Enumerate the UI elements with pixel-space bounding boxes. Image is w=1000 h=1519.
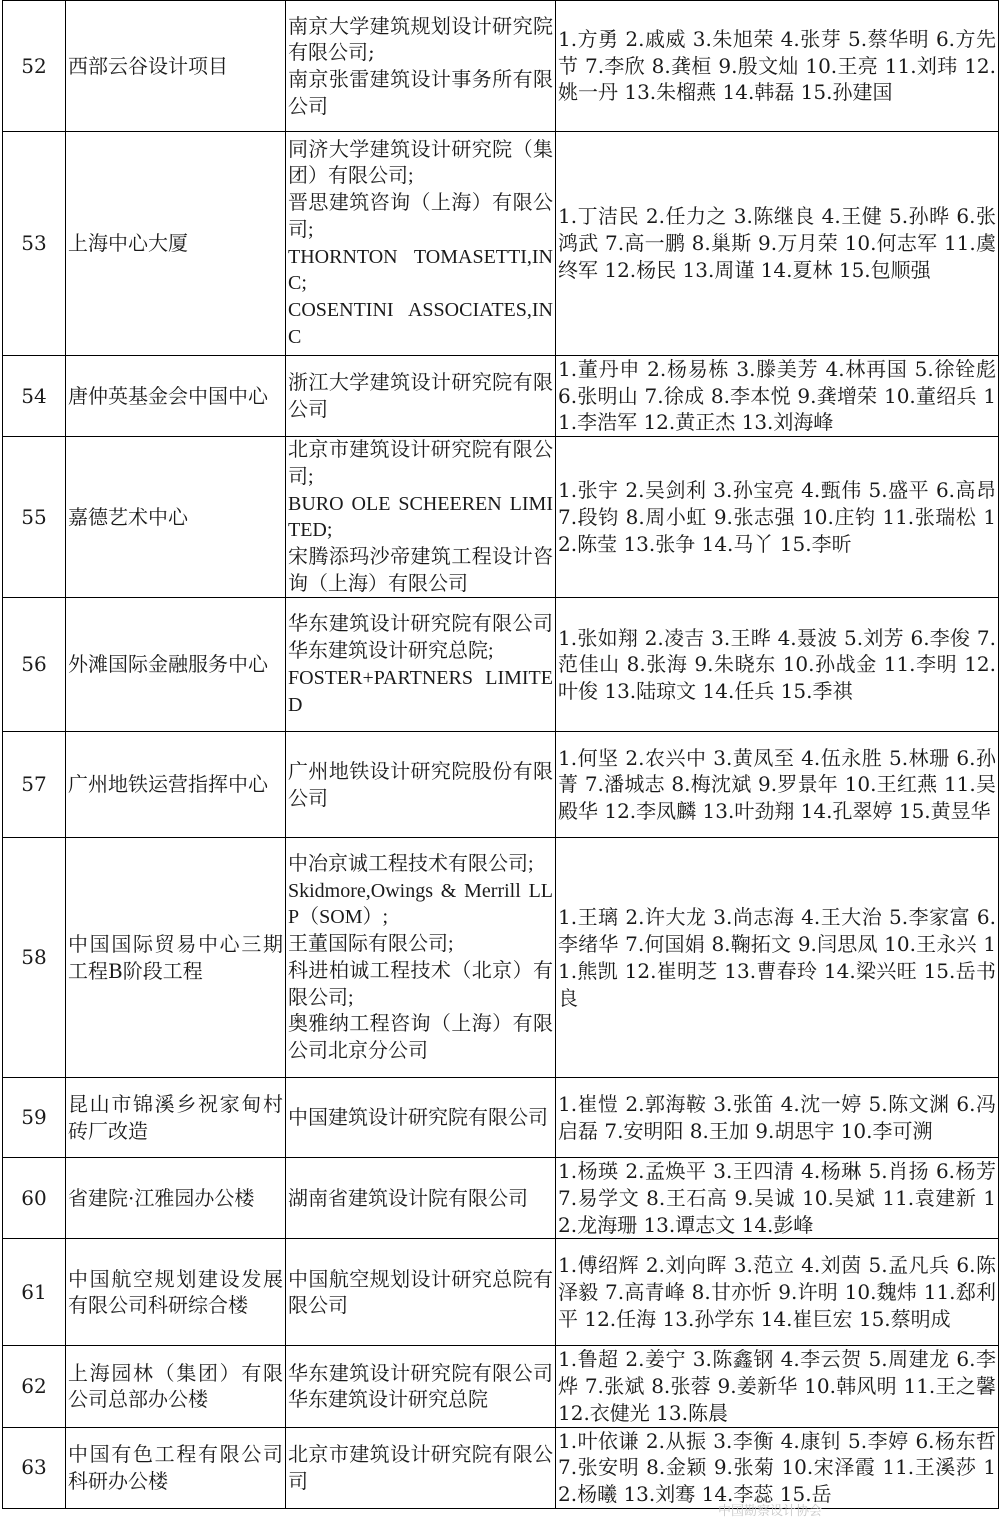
design-units: 北京市建筑设计研究院有限公司 [286, 1427, 556, 1508]
project-name: 中国有色工程有限公司科研办公楼 [66, 1427, 286, 1508]
table-row [3, 1158, 999, 1239]
row-number: 60 [3, 1158, 66, 1239]
project-name: 西部云谷设计项目 [66, 1, 286, 132]
table-row [3, 838, 999, 1078]
team-members: 1.张宇 2.吴剑利 3.孙宝亮 4.甄伟 5.盛平 6.高昂 7.段钧 8.周小虹 9.张志强 10.庄钧 11.张瑞松 12.陈莹 13.张争 14.马丫 15.李昕 [556, 437, 999, 598]
design-units: 华东建筑设计研究院有限公司华东建筑设计研究总院; FOSTER+PARTNERS LIMITED [286, 598, 556, 732]
team-members: 1.方勇 2.戚威 3.朱旭荣 4.张芽 5.蔡华明 6.方先节 7.李欣 8.龚桓 9.殷文灿 10.王亮 11.刘玮 12.姚一丹 13.朱榴燕 14.韩磊 15.孙建国 [556, 1, 999, 132]
table-row [3, 732, 999, 838]
team-members: 1.张如翔 2.凌吉 3.王晔 4.聂波 5.刘芳 6.李俊 7.范佳山 8.张海 9.朱晓东 10.孙战金 11.李明 12.叶俊 13.陆琼文 14.任兵 15.季祺 [556, 598, 999, 732]
award-table [2, 0, 999, 1509]
project-name: 上海园林（集团）有限公司总部办公楼 [66, 1346, 286, 1427]
project-name: 唐仲英基金会中国中心 [66, 356, 286, 437]
watermark-text: 中国勘察设计协会 [718, 1504, 823, 1519]
team-members: 1.杨瑛 2.孟焕平 3.王四清 4.杨琳 5.肖扬 6.杨芳 7.易学文 8.王石高 9.吴诚 10.吴斌 11.袁建新 12.龙海珊 13.谭志文 14.彭峰 [556, 1158, 999, 1239]
table-row [3, 598, 999, 732]
table-row [3, 1, 999, 132]
design-units: 南京大学建筑规划设计研究院有限公司; 南京张雷建筑设计事务所有限公司 [286, 1, 556, 132]
row-number: 59 [3, 1078, 66, 1158]
design-units: 中国建筑设计研究院有限公司 [286, 1078, 556, 1158]
project-name: 嘉德艺术中心 [66, 437, 286, 598]
project-name: 广州地铁运营指挥中心 [66, 732, 286, 838]
row-number: 55 [3, 437, 66, 598]
table-row [3, 132, 999, 356]
team-members: 1.崔愷 2.郭海鞍 3.张笛 4.沈一婷 5.陈文渊 6.冯启磊 7.安明阳 8.王加 9.胡思宇 10.李可溯 [556, 1078, 999, 1158]
design-units: 湖南省建筑设计院有限公司 [286, 1158, 556, 1239]
table-row [3, 437, 999, 598]
row-number: 56 [3, 598, 66, 732]
project-name: 昆山市锦溪乡祝家甸村砖厂改造 [66, 1078, 286, 1158]
row-number: 57 [3, 732, 66, 838]
row-number: 52 [3, 1, 66, 132]
table-row [3, 1427, 999, 1508]
table-row [3, 356, 999, 437]
design-units: 中冶京诚工程技术有限公司; Skidmore,Owings & Merrill LLP（SOM）; 王董国际有限公司; 科进柏诚工程技术（北京）有限公司; 奥雅纳工程咨询（上海）有限公司北京分公司 [286, 838, 556, 1078]
team-members: 1.董丹申 2.杨易栋 3.滕美芳 4.林再国 5.徐铨彪 6.张明山 7.徐成 8.李本悦 9.龚增荣 10.董绍兵 11.李浩军 12.黄正杰 13.刘海峰 [556, 356, 999, 437]
design-units: 北京市建筑设计研究院有限公司; BURO OLE SCHEEREN LIMITED; 宋腾添玛沙帝建筑工程设计咨询（上海）有限公司 [286, 437, 556, 598]
row-number: 61 [3, 1239, 66, 1346]
project-name: 省建院·江雅园办公楼 [66, 1158, 286, 1239]
design-units: 浙江大学建筑设计研究院有限公司 [286, 356, 556, 437]
team-members: 1.王璃 2.许大龙 3.尚志海 4.王大治 5.李家富 6.李绪华 7.何国娟 8.鞠拓文 9.闫思凤 10.王永兴 11.熊凯 12.崔明芝 13.曹春玲 14.梁兴旺 15.岳书良 [556, 838, 999, 1078]
row-number: 54 [3, 356, 66, 437]
team-members: 1.何坚 2.农兴中 3.黄凤至 4.伍永胜 5.林珊 6.孙菁 7.潘城志 8.梅沈斌 9.罗景年 10.王红燕 11.吴殿华 12.李凤麟 13.叶劲翔 14.孔翠婷 15.黄昱华 [556, 732, 999, 838]
row-number: 58 [3, 838, 66, 1078]
row-number: 63 [3, 1427, 66, 1508]
project-name: 中国航空规划建设发展有限公司科研综合楼 [66, 1239, 286, 1346]
project-name: 上海中心大厦 [66, 132, 286, 356]
table-row [3, 1346, 999, 1427]
design-units: 华东建筑设计研究院有限公司华东建筑设计研究总院 [286, 1346, 556, 1427]
team-members: 1.鲁超 2.姜宁 3.陈鑫钢 4.李云贺 5.周建龙 6.李烨 7.张斌 8.张蓉 9.姜新华 10.韩风明 11.王之馨 12.衣健光 13.陈晨 [556, 1346, 999, 1427]
team-members: 1.叶依谦 2.从振 3.李衡 4.康钊 5.李婷 6.杨东哲 7.张安明 8.金颖 9.张菊 10.宋泽霞 11.王溪莎 12.杨曦 13.刘骞 14.李蕊 15.岳 [556, 1427, 999, 1508]
row-number: 62 [3, 1346, 66, 1427]
team-members: 1.丁洁民 2.任力之 3.陈继良 4.王健 5.孙晔 6.张鸿武 7.高一鹏 8.巢斯 9.万月荣 10.何志军 11.虞终军 12.杨民 13.周谨 14.夏林 15.包顺强 [556, 132, 999, 356]
project-name: 外滩国际金融服务中心 [66, 598, 286, 732]
row-number: 53 [3, 132, 66, 356]
design-units: 同济大学建筑设计研究院（集团）有限公司; 晋思建筑咨询（上海）有限公司; THORNTON TOMASETTI,INC; COSENTINI ASSOCIATES,INC [286, 132, 556, 356]
table-row [3, 1078, 999, 1158]
table-row [3, 1239, 999, 1346]
team-members: 1.傅绍辉 2.刘向晖 3.范立 4.刘茵 5.孟凡兵 6.陈泽毅 7.高青峰 8.甘亦忻 9.许明 10.魏炜 11.郄利平 12.任海 13.孙学东 14.崔巨宏 15.蔡明成 [556, 1239, 999, 1346]
design-units: 中国航空规划设计研究总院有限公司 [286, 1239, 556, 1346]
design-units: 广州地铁设计研究院股份有限公司 [286, 732, 556, 838]
project-name: 中国国际贸易中心三期工程B阶段工程 [66, 838, 286, 1078]
